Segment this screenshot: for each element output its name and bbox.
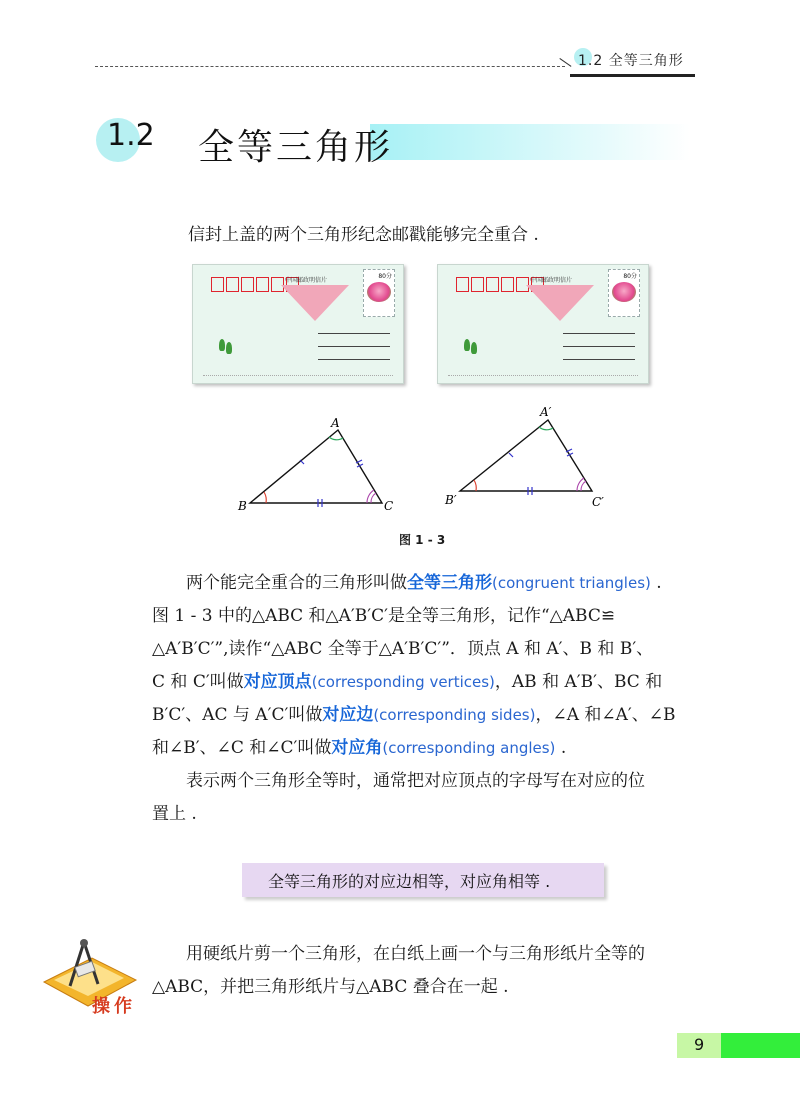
postcard-left	[192, 264, 404, 384]
peony-icon	[367, 282, 391, 302]
postcard-title: 中国邮政明信片	[530, 277, 573, 284]
para1-line2: 图 1 - 3 中的△ABC 和△A′B′C′是全等三角形，记作“△ABC≌	[152, 606, 616, 626]
triangle-postmark	[281, 285, 349, 321]
peony-icon	[612, 282, 636, 302]
tree-icon	[471, 342, 477, 354]
para1-line4: C 和 C′叫做对应顶点(corresponding vertices)，AB 和 A′B′、BC 和	[152, 672, 663, 692]
para2-line1: 表示两个三角形全等时，通常把对应顶点的字母写在对应的位	[186, 771, 645, 791]
postcard-title: 中国邮政明信片	[285, 277, 328, 284]
section-title-bar	[370, 124, 690, 160]
address-lines	[318, 333, 390, 372]
para2-line2: 置上 .	[152, 804, 197, 824]
term-corresponding-angles: 对应角	[331, 738, 383, 758]
term-congruent-triangles: 全等三角形	[407, 573, 492, 593]
address-lines	[563, 333, 635, 372]
triangle-abc	[237, 416, 393, 513]
section-title: 全等三角形	[198, 127, 394, 168]
header-rule-bold	[570, 74, 695, 77]
tree-icon	[219, 339, 225, 351]
para1-line1: 两个能完全重合的三角形叫做全等三角形(congruent triangles) .	[186, 573, 662, 593]
header-rule	[95, 66, 565, 67]
triangle-postmark	[526, 285, 594, 321]
operation-label: 操作	[92, 996, 136, 1017]
operation-line2: △ABC，并把三角形纸片与△ABC 叠合在一起 .	[152, 977, 509, 997]
vertex-label-a: A	[331, 416, 340, 430]
stamp: 80分	[363, 269, 395, 317]
page-number: 9	[694, 1035, 705, 1054]
figure-caption: 图 1 - 3	[399, 533, 446, 547]
vertex-label-b-prime: B′	[445, 493, 457, 507]
vertex-label-c-prime: C′	[592, 495, 604, 509]
vertex-label-b: B	[238, 499, 247, 513]
postcard-right	[437, 264, 649, 384]
tree-icon	[226, 342, 232, 354]
postcard-footer	[448, 375, 638, 376]
para1-line3: △A′B′C′”,读作“△ABC 全等于△A′B′C′”．顶点 A 和 A′、B 和 B′、	[152, 639, 654, 659]
section-number: 1.2	[107, 118, 155, 153]
operation-line1: 用硬纸片剪一个三角形，在白纸上画一个与三角形纸片全等的	[186, 944, 645, 964]
para1-line5: B′C′、AC 与 A′C′叫做对应边(corresponding sides)，∠A 和∠A′、∠B	[152, 705, 676, 725]
running-title: 1.2 全等三角形	[578, 53, 684, 69]
para1-line6: 和∠B′、∠C 和∠C′叫做对应角(corresponding angles) .	[152, 738, 567, 758]
congruent-triangles-figure	[230, 400, 630, 520]
theorem-text: 全等三角形的对应边相等，对应角相等 .	[268, 872, 551, 891]
vertex-label-a-prime: A′	[540, 405, 552, 419]
term-corresponding-vertices: 对应顶点	[243, 672, 312, 692]
intro-text: 信封上盖的两个三角形纪念邮戳能够完全重合 .	[188, 225, 539, 245]
postcard-footer	[203, 375, 393, 376]
term-corresponding-sides: 对应边	[322, 705, 374, 725]
vertex-label-c: C	[384, 499, 394, 513]
tree-icon	[464, 339, 470, 351]
stamp: 80分	[608, 269, 640, 317]
triangle-abc-prime	[444, 405, 604, 509]
